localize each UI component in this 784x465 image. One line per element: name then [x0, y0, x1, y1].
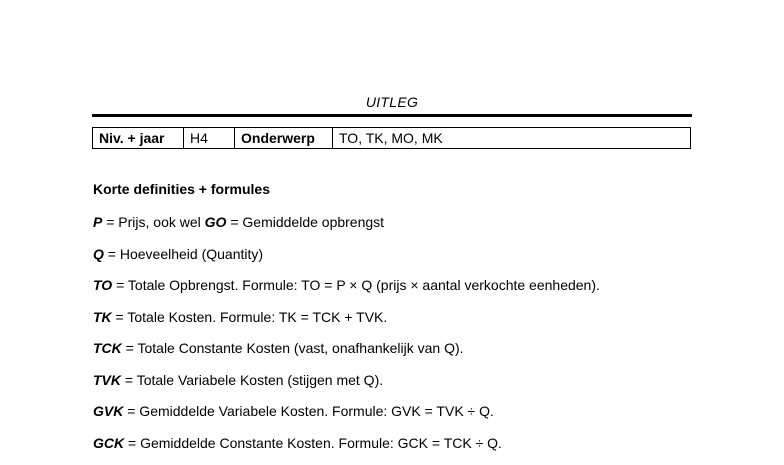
definition-text: = Totale Kosten. Formule: TK = TCK + TVK.: [112, 309, 388, 325]
definition-item: [93, 434, 600, 465]
definition-text: = Totale Variabele Kosten (stijgen met Q).: [121, 372, 383, 388]
definition-text: = Gemiddelde Constante Kosten. Formule: GCK = TCK ÷ Q.: [124, 435, 502, 451]
definition-text: = Totale Opbrengst. Formule: TO = P × Q (prijs × aantal verkochte eenheden).: [112, 277, 600, 293]
section-heading: Korte definities + formules: [93, 181, 270, 197]
definition-term: TVK: [93, 372, 121, 388]
level-value: H4: [184, 128, 235, 148]
definition-item: [93, 402, 600, 434]
definition-term: P: [93, 214, 102, 230]
definition-item: [93, 371, 600, 403]
definition-item: [93, 308, 600, 340]
definition-term: TK: [93, 309, 112, 325]
definition-item: [93, 339, 600, 371]
level-label: Niv. + jaar: [93, 128, 184, 148]
subject-value: TO, TK, MO, MK: [333, 128, 690, 148]
definition-term-secondary: GO: [205, 214, 227, 230]
definition-text: = Totale Constante Kosten (vast, onafhankelijk van Q).: [122, 340, 464, 356]
definition-item: [93, 245, 600, 277]
definition-term: TCK: [93, 340, 122, 356]
definition-item: [93, 213, 600, 245]
definition-term: GCK: [93, 435, 124, 451]
page-title: UITLEG: [0, 94, 784, 110]
definition-term: Q: [93, 246, 104, 262]
definition-item: [93, 276, 600, 308]
subject-label: Onderwerp: [235, 128, 333, 148]
title-divider: [92, 114, 692, 117]
definition-text: = Gemiddelde Variabele Kosten. Formule: GVK = TVK ÷ Q.: [123, 403, 494, 419]
definition-text: = Prijs, ook wel: [102, 214, 204, 230]
info-table: [92, 127, 691, 149]
definition-term: GVK: [93, 403, 123, 419]
definition-text: = Hoeveelheid (Quantity): [104, 246, 263, 262]
definition-text-secondary: = Gemiddelde opbrengst: [226, 214, 384, 230]
definition-term: TO: [93, 277, 112, 293]
definition-list: [93, 213, 600, 465]
